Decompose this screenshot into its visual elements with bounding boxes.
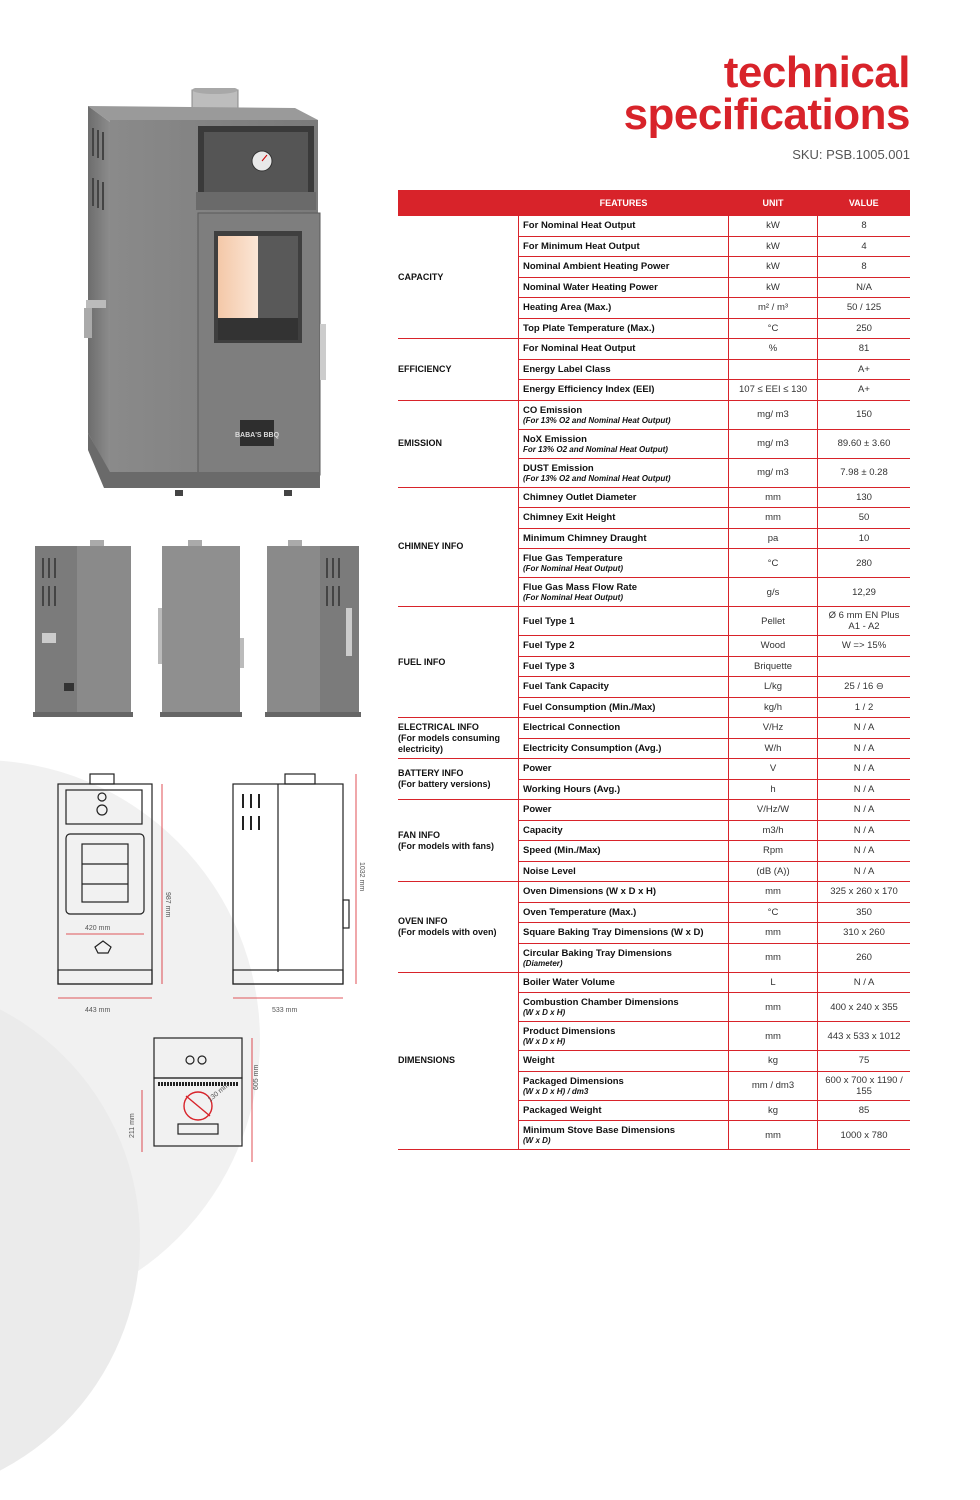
value-cell: A+	[818, 380, 911, 401]
value-cell: 75	[818, 1051, 911, 1072]
group-label	[398, 972, 519, 1150]
value-cell: 4	[818, 236, 911, 257]
feature-cell	[519, 549, 729, 578]
feature-note: (For Nominal Heat Output)	[523, 593, 623, 602]
group-label	[398, 216, 519, 339]
table-row	[398, 339, 910, 360]
unit-cell: kg	[729, 1100, 818, 1121]
feature-cell	[519, 861, 729, 882]
value-cell: 130	[818, 487, 911, 508]
value-cell: 8	[818, 216, 911, 236]
feature-name: Electrical Connection	[523, 722, 621, 734]
value-cell: 85	[818, 1100, 911, 1121]
feature-name: Noise Level	[523, 865, 576, 877]
group-name: CAPACITY	[398, 271, 444, 282]
feature-cell	[519, 1051, 729, 1072]
group-subname: (For models with fans)	[398, 840, 495, 851]
title-line-2: specifications	[623, 90, 910, 139]
unit-cell: mm	[729, 923, 818, 944]
feature-note: (For 13% O2 and Nominal Heat Output)	[523, 415, 671, 425]
feature-cell	[519, 759, 729, 780]
unit-header: UNIT	[729, 190, 818, 216]
unit-cell: mm / dm3	[729, 1071, 818, 1100]
value-cell	[818, 656, 911, 677]
feature-cell	[519, 400, 729, 429]
feature-cell	[519, 216, 729, 236]
unit-cell: kg/h	[729, 697, 818, 718]
group-subname: (For battery versions)	[398, 779, 491, 789]
unit-cell: 107 ≤ EEI ≤ 130	[729, 380, 818, 401]
value-cell: A+	[818, 359, 911, 380]
unit-cell: mm	[729, 487, 818, 508]
unit-cell: W/h	[729, 738, 818, 759]
group-name: DIMENSIONS	[398, 1055, 456, 1066]
feature-cell	[519, 841, 729, 862]
feature-name: Power	[523, 763, 552, 775]
group-label	[398, 400, 519, 487]
feature-note: For 13% O2 and Nominal Heat Output)	[523, 444, 668, 454]
feature-cell	[519, 972, 729, 993]
dim-front-height: 987 mm	[164, 892, 171, 918]
feature-note: (For 13% O2 and Nominal Heat Output)	[523, 473, 671, 483]
feature-cell	[519, 923, 729, 944]
feature-cell	[519, 993, 729, 1022]
value-cell: N / A	[818, 779, 911, 800]
value-cell: 89.60 ± 3.60	[818, 429, 911, 458]
top-view-drawing	[120, 1030, 280, 1170]
group-label	[398, 339, 519, 401]
unit-cell: V/Hz	[729, 718, 818, 739]
feature-cell	[519, 508, 729, 529]
value-cell: 1000 x 780	[818, 1121, 911, 1150]
unit-cell: °C	[729, 549, 818, 578]
feature-cell	[519, 277, 729, 298]
unit-cell: kg	[729, 1051, 818, 1072]
unit-cell: kW	[729, 277, 818, 298]
feature-cell	[519, 339, 729, 360]
unit-cell: mg/ m3	[729, 429, 818, 458]
feature-cell	[519, 656, 729, 677]
group-name: OVEN INFO	[398, 915, 448, 926]
feature-name: Nominal Water Heating Power	[523, 281, 658, 293]
dim-depth: 533 mm	[272, 1007, 298, 1014]
value-cell: 150	[818, 400, 911, 429]
feature-cell	[519, 607, 729, 636]
group-label	[398, 607, 519, 718]
feature-cell	[519, 257, 729, 278]
feature-name: DUST Emission	[523, 462, 594, 474]
value-cell: 10	[818, 528, 911, 549]
dim-inner-width: 420 mm	[85, 925, 111, 932]
table-row	[398, 882, 910, 903]
feature-name: CO Emission	[523, 404, 583, 416]
stove-product-image	[80, 88, 350, 503]
feature-cell	[519, 820, 729, 841]
feature-cell	[519, 429, 729, 458]
value-cell: 280	[818, 549, 911, 578]
group-label	[398, 718, 519, 759]
value-cell: 12,29	[818, 578, 911, 607]
feature-note: (Diameter)	[523, 958, 563, 968]
value-cell: 1 / 2	[818, 697, 911, 718]
technical-drawings	[40, 772, 385, 1022]
unit-cell: mg/ m3	[729, 458, 818, 487]
group-label	[398, 882, 519, 973]
feature-name: Flue Gas Temperature	[523, 553, 623, 564]
unit-cell: L/kg	[729, 677, 818, 698]
value-cell: 50 / 125	[818, 298, 911, 319]
unit-cell: mm	[729, 508, 818, 529]
table-row	[398, 400, 910, 429]
value-cell: 25 / 16 ⊖	[818, 677, 911, 698]
feature-name: Speed (Min./Max)	[523, 845, 601, 857]
unit-cell	[729, 359, 818, 380]
unit-cell: °C	[729, 902, 818, 923]
feature-name: Fuel Consumption (Min./Max)	[523, 701, 656, 713]
value-cell: N / A	[818, 820, 911, 841]
value-cell: 81	[818, 339, 911, 360]
feature-cell	[519, 359, 729, 380]
feature-cell	[519, 800, 729, 821]
unit-cell: kW	[729, 236, 818, 257]
unit-cell: mm	[729, 993, 818, 1022]
feature-name: Nominal Ambient Heating Power	[523, 261, 670, 273]
feature-name: NoX Emission	[523, 433, 587, 445]
unit-cell: Rpm	[729, 841, 818, 862]
table-row	[398, 759, 910, 780]
value-cell: 250	[818, 318, 911, 339]
table-row	[398, 216, 910, 236]
feature-cell	[519, 318, 729, 339]
feature-cell	[519, 236, 729, 257]
value-cell: 7.98 ± 0.28	[818, 458, 911, 487]
group-name: EFFICIENCY	[398, 363, 452, 374]
unit-cell: Pellet	[729, 607, 818, 636]
feature-note: (W x D x H) / dm3	[523, 1086, 589, 1096]
feature-name: Capacity	[523, 824, 563, 836]
unit-cell: g/s	[729, 578, 818, 607]
feature-cell	[519, 738, 729, 759]
value-cell: N / A	[818, 972, 911, 993]
feature-cell	[519, 677, 729, 698]
dim-outlet-offset: 211 mm	[129, 1113, 136, 1138]
dim-side-height: 1032 mm	[358, 862, 365, 892]
unit-cell: Wood	[729, 636, 818, 657]
feature-name: Working Hours (Avg.)	[523, 783, 621, 795]
table-row	[398, 972, 910, 993]
feature-name: Square Baking Tray Dimensions (W x D)	[523, 927, 704, 939]
value-cell: 600 x 700 x 1190 / 155	[818, 1071, 911, 1100]
table-row	[398, 487, 910, 508]
value-cell: 50	[818, 508, 911, 529]
value-cell: N / A	[818, 861, 911, 882]
group-name: BATTERY INFO	[398, 768, 464, 778]
feature-name: For Nominal Heat Output	[523, 343, 636, 355]
feature-name: Flue Gas Mass Flow Rate	[523, 582, 638, 593]
group-name: ELECTRICAL INFO	[398, 721, 479, 732]
feature-cell	[519, 458, 729, 487]
features-header: FEATURES	[519, 190, 729, 216]
unit-cell: Briquette	[729, 656, 818, 677]
feature-cell	[519, 1022, 729, 1051]
dim-width: 443 mm	[85, 1007, 111, 1014]
unit-cell: V/Hz/W	[729, 800, 818, 821]
feature-cell	[519, 636, 729, 657]
unit-cell: L	[729, 972, 818, 993]
feature-name: For Nominal Heat Output	[523, 220, 636, 232]
feature-name: Boiler Water Volume	[523, 976, 615, 988]
group-name: FAN INFO	[398, 829, 440, 840]
unit-cell: kW	[729, 216, 818, 236]
feature-name: Weight	[523, 1055, 555, 1067]
feature-name: Combustion Chamber Dimensions	[523, 997, 679, 1008]
feature-cell	[519, 1121, 729, 1150]
feature-name: Energy Efficiency Index (EEI)	[523, 384, 655, 396]
page-title	[623, 48, 910, 139]
group-subname: (For models consuming electricity)	[398, 732, 501, 754]
feature-name: Fuel Tank Capacity	[523, 681, 609, 693]
unit-cell: m3/h	[729, 820, 818, 841]
feature-note: (W x D x H)	[523, 1008, 566, 1017]
unit-cell: mm	[729, 1121, 818, 1150]
unit-cell: mm	[729, 1022, 818, 1051]
feature-name: Energy Label Class	[523, 363, 611, 375]
value-cell: Ø 6 mm EN Plus A1 - A2	[818, 607, 911, 636]
feature-name: Minimum Stove Base Dimensions	[523, 1125, 676, 1136]
unit-cell: (dB (A))	[729, 861, 818, 882]
feature-name: Circular Baking Tray Dimensions	[523, 947, 672, 959]
feature-note: (For Nominal Heat Output)	[523, 564, 623, 573]
feature-name: Oven Temperature (Max.)	[523, 906, 637, 918]
title-line-1: technical	[723, 48, 910, 97]
value-cell: 310 x 260	[818, 923, 911, 944]
feature-name: Packaged Weight	[523, 1104, 602, 1116]
specifications-table	[398, 190, 910, 1150]
feature-name: Fuel Type 2	[523, 640, 575, 652]
unit-cell: pa	[729, 528, 818, 549]
value-cell: N/A	[818, 277, 911, 298]
unit-cell: mm	[729, 882, 818, 903]
sku-label: SKU: PSB.1005.001	[792, 147, 910, 162]
group-name: CHIMNEY INFO	[398, 541, 464, 552]
feature-cell	[519, 528, 729, 549]
unit-cell: kW	[729, 257, 818, 278]
feature-name: Fuel Type 1	[523, 615, 575, 627]
feature-name: Oven Dimensions (W x D x H)	[523, 886, 657, 898]
feature-cell	[519, 298, 729, 319]
value-cell: 260	[818, 943, 911, 972]
table-row	[398, 718, 910, 739]
feature-cell	[519, 1071, 729, 1100]
value-cell: W => 15%	[818, 636, 911, 657]
unit-cell: V	[729, 759, 818, 780]
value-cell: 8	[818, 257, 911, 278]
value-cell: N / A	[818, 718, 911, 739]
unit-cell: mm	[729, 943, 818, 972]
feature-name: For Minimum Heat Output	[523, 240, 640, 252]
feature-cell	[519, 779, 729, 800]
feature-name: Chimney Outlet Diameter	[523, 491, 637, 503]
feature-name: Chimney Exit Height	[523, 512, 616, 524]
feature-name: Heating Area (Max.)	[523, 302, 612, 314]
value-header: VALUE	[818, 190, 911, 216]
table-row	[398, 607, 910, 636]
feature-cell	[519, 697, 729, 718]
group-column-header	[398, 190, 519, 216]
value-cell: 443 x 533 x 1012	[818, 1022, 911, 1051]
group-label	[398, 487, 519, 607]
feature-cell	[519, 902, 729, 923]
feature-cell	[519, 1100, 729, 1121]
feature-name: Packaged Dimensions	[523, 1075, 624, 1087]
feature-cell	[519, 882, 729, 903]
unit-cell: %	[729, 339, 818, 360]
group-label	[398, 800, 519, 882]
table-row	[398, 800, 910, 821]
unit-cell: °C	[729, 318, 818, 339]
brand-logo: BABA'S BBQ	[234, 432, 280, 439]
dim-top-depth: 605 mm	[253, 1064, 260, 1090]
feature-name: Fuel Type 3	[523, 660, 575, 672]
feature-name: Product Dimensions	[523, 1026, 616, 1037]
value-cell: 400 x 240 x 355	[818, 993, 911, 1022]
value-cell: N / A	[818, 800, 911, 821]
feature-name: Power	[523, 804, 552, 816]
feature-name: Minimum Chimney Draught	[523, 532, 647, 544]
stove-elevation-views	[30, 538, 370, 720]
unit-cell: m² / m³	[729, 298, 818, 319]
table-header-row	[398, 190, 910, 216]
feature-cell	[519, 943, 729, 972]
feature-cell	[519, 718, 729, 739]
feature-name: Electricity Consumption (Avg.)	[523, 742, 662, 754]
value-cell: N / A	[818, 759, 911, 780]
group-subname: (For models with oven)	[398, 926, 497, 937]
group-name: FUEL INFO	[398, 656, 446, 667]
value-cell: N / A	[818, 738, 911, 759]
feature-cell	[519, 487, 729, 508]
group-name: EMISSION	[398, 438, 443, 448]
dim-outlet-diameter: 130 mm	[206, 1081, 231, 1104]
unit-cell: mg/ m3	[729, 400, 818, 429]
unit-cell: h	[729, 779, 818, 800]
value-cell: 325 x 260 x 170	[818, 882, 911, 903]
group-label	[398, 759, 519, 800]
feature-note: (W x D x H)	[523, 1037, 566, 1046]
value-cell: 350	[818, 902, 911, 923]
feature-cell	[519, 380, 729, 401]
feature-name: Top Plate Temperature (Max.)	[523, 322, 655, 334]
feature-cell	[519, 578, 729, 607]
value-cell: N / A	[818, 841, 911, 862]
feature-note: (W x D)	[523, 1136, 551, 1145]
